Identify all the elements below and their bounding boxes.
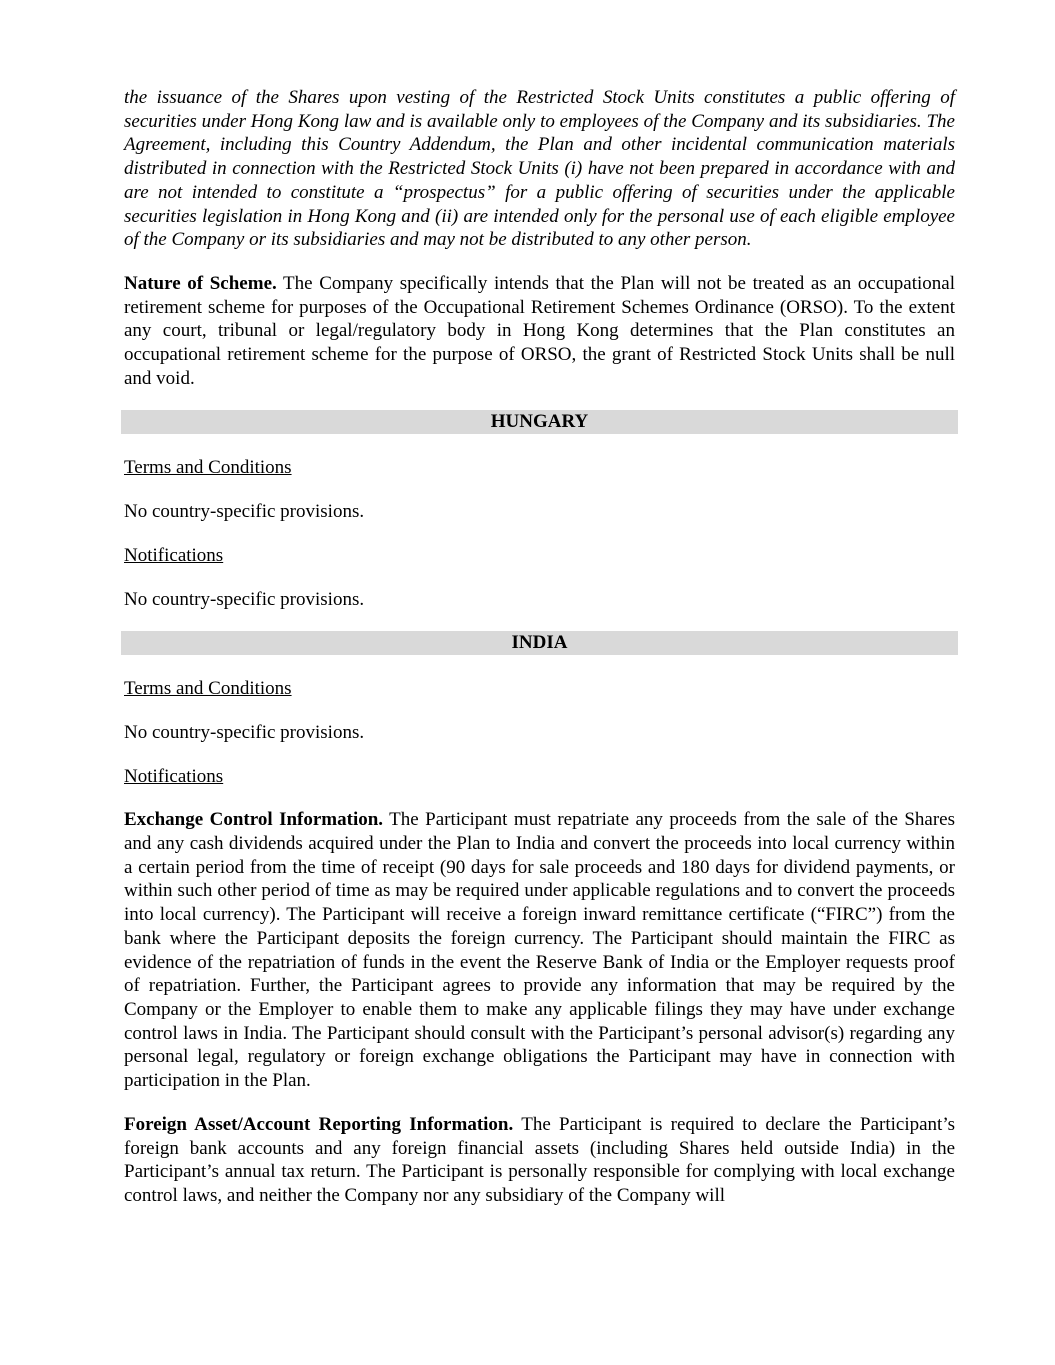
india-notifications-label: Notifications [124, 765, 224, 787]
india-terms-label: Terms and Conditions [124, 678, 292, 700]
hungary-terms-label: Terms and Conditions [124, 457, 292, 479]
hungary-notifications-text: No country-specific provisions. [124, 588, 365, 610]
exchange-control-body: The Participant must repatriate any proceeds from the sale of the Shares and any cash dividends acquired under the Plan to India and convert the proceeds into local currency within a certain period from the time of receipt (90 days for sale proceeds and 180 days for dividend payments, or within such other period of time as may be required under applicable regulations and to convert the proceeds into local currency). The Participant will receive a foreign inward remittance certificate (“FIRC”) from the bank where the Participant deposits the foreign currency. The Participant should maintain the FIRC as evidence of the repatriation of funds in the event the Reserve Bank of India or the Employer requests proof of repatriation. Further, the Participant agrees to provide any information that may be required by the Company or the Employer to enable them to make any applicable filings they may have under exchange control laws in India. The Participant should consult with the Participant’s personal advisor(s) regarding any personal legal, regulatory or foreign exchange obligations the Participant may have in connection with participation in the Plan. [124, 809, 955, 1092]
exchange-control-paragraph [124, 808, 955, 1092]
foreign-asset-body: The Participant is required to declare the Participant’s foreign bank accounts and any foreign financial assets (including Shares held outside India) in the Participant’s annual tax return. The Participant is personally responsible for complying with local exchange control laws, and neither the Company nor any subsidiary of the Company will [124, 1113, 955, 1206]
foreign-asset-title: Foreign Asset/Account Reporting Information. [124, 1113, 514, 1135]
foreign-asset-paragraph [124, 1113, 955, 1208]
hungary-notifications-label: Notifications [124, 544, 224, 566]
nature-of-scheme-paragraph [124, 272, 955, 391]
hong-kong-securities-warning-continuation: the issuance of the Shares upon vesting of the Restricted Stock Units constitutes a public offering of securities under Hong Kong law and is available only to employees of the Company and its subsidiaries. The Agreement, including this Country Addendum, the Plan and other incidental communication materials distributed in connection with the Restricted Stock Units (i) have not been prepared in accordance with and are not intended to constitute a “prospectus” for a public offering of securities under the applicable securities legislation in Hong Kong and (ii) are intended only for the personal use of each eligible employee of the Company or its subsidiaries and may not be distributed to any other person. [124, 87, 955, 251]
india-terms-text: No country-specific provisions. [124, 721, 365, 743]
nature-of-scheme-title: Nature of Scheme. [124, 272, 277, 294]
exchange-control-title: Exchange Control Information. [124, 809, 384, 831]
hungary-heading: HUNGARY [121, 410, 958, 434]
hungary-terms-text: No country-specific provisions. [124, 501, 365, 523]
document-page [124, 86, 955, 1228]
india-heading: INDIA [121, 631, 958, 655]
nature-of-scheme-body: The Company specifically intends that the Plan will not be treated as an occupational retirement scheme for purposes of the Occupational Retirement Schemes Ordinance (ORSO). To the extent any court, tribunal or legal/regulatory body in Hong Kong determines that the Plan constitutes an occupational retirement scheme for the purpose of ORSO, the grant of Restricted Stock Units shall be null and void. [124, 272, 955, 389]
